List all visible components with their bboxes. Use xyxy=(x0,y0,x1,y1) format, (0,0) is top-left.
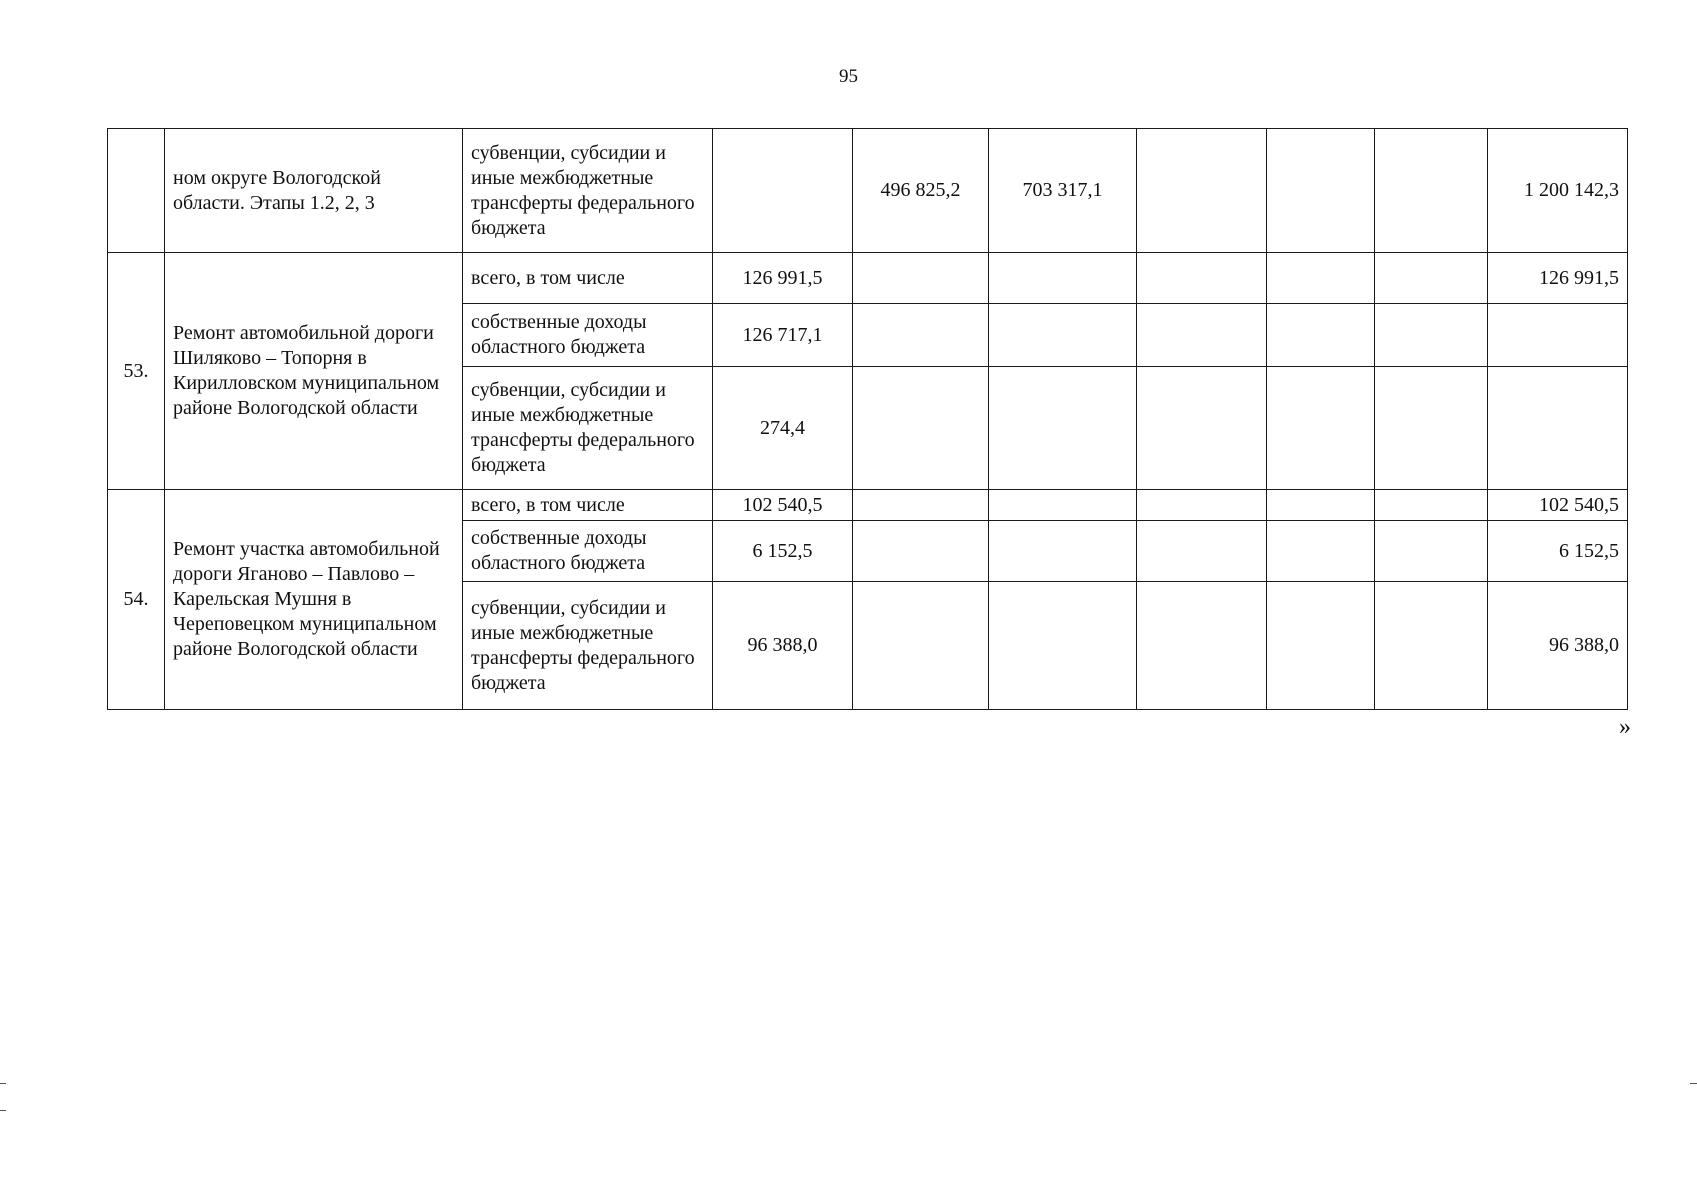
value-cell xyxy=(1375,582,1488,710)
closing-quote: » xyxy=(1619,714,1631,740)
object-name: Ремонт участка автомобильной дороги Яганово – Павлово – Карельская Мушня в Череповецком муниципальном районе Вологодской области xyxy=(165,490,463,710)
value-cell xyxy=(1137,367,1267,490)
table-row xyxy=(108,129,1628,253)
value-cell xyxy=(989,490,1137,521)
funding-source: собственные доходы областного бюджета xyxy=(463,521,713,582)
value-cell xyxy=(1137,304,1267,367)
value-cell xyxy=(989,582,1137,710)
value-cell xyxy=(1375,490,1488,521)
value-cell xyxy=(713,129,853,253)
total-cell: 1 200 142,3 xyxy=(1488,129,1628,253)
total-cell xyxy=(1488,367,1628,490)
scan-mark xyxy=(0,1083,6,1084)
value-cell xyxy=(1267,490,1375,521)
object-name: ном округе Вологодской области. Этапы 1.2, 2, 3 xyxy=(165,129,463,253)
value-cell xyxy=(1267,521,1375,582)
value-cell xyxy=(1375,367,1488,490)
total-cell xyxy=(1488,304,1628,367)
value-cell xyxy=(853,521,989,582)
value-cell: 496 825,2 xyxy=(853,129,989,253)
value-cell xyxy=(1137,521,1267,582)
value-cell xyxy=(853,490,989,521)
total-cell: 6 152,5 xyxy=(1488,521,1628,582)
row-number: 53. xyxy=(108,253,165,490)
scan-mark xyxy=(0,1110,6,1111)
value-cell: 126 717,1 xyxy=(713,304,853,367)
value-cell xyxy=(1137,129,1267,253)
funding-source: субвенции, субсидии и иные межбюджетные трансферты федерального бюджета xyxy=(463,367,713,490)
row-number: 54. xyxy=(108,490,165,710)
value-cell xyxy=(989,367,1137,490)
value-cell: 102 540,5 xyxy=(713,490,853,521)
value-cell xyxy=(1375,521,1488,582)
page-number: 95 xyxy=(839,66,858,87)
value-cell xyxy=(1267,582,1375,710)
table-row xyxy=(108,253,1628,304)
value-cell: 126 991,5 xyxy=(713,253,853,304)
value-cell xyxy=(1137,253,1267,304)
scan-mark xyxy=(1690,1083,1697,1084)
value-cell xyxy=(853,582,989,710)
object-name: Ремонт автомобильной дороги Шиляково – Топорня в Кирилловском муниципальном районе Вологодской области xyxy=(165,253,463,490)
total-cell: 102 540,5 xyxy=(1488,490,1628,521)
value-cell xyxy=(853,253,989,304)
value-cell xyxy=(1375,253,1488,304)
value-cell: 96 388,0 xyxy=(713,582,853,710)
value-cell xyxy=(1137,490,1267,521)
funding-source: субвенции, субсидии и иные межбюджетные трансферты федерального бюджета xyxy=(463,129,713,253)
value-cell xyxy=(989,253,1137,304)
value-cell xyxy=(1267,367,1375,490)
value-cell xyxy=(1375,304,1488,367)
total-cell: 126 991,5 xyxy=(1488,253,1628,304)
value-cell xyxy=(989,521,1137,582)
funding-source: собственные доходы областного бюджета xyxy=(463,304,713,367)
value-cell xyxy=(989,304,1137,367)
row-number xyxy=(108,129,165,253)
value-cell xyxy=(1267,253,1375,304)
value-cell xyxy=(1375,129,1488,253)
budget-table xyxy=(107,128,1628,710)
total-cell: 96 388,0 xyxy=(1488,582,1628,710)
value-cell xyxy=(1267,304,1375,367)
value-cell: 703 317,1 xyxy=(989,129,1137,253)
value-cell xyxy=(1267,129,1375,253)
table-row xyxy=(108,490,1628,521)
value-cell: 6 152,5 xyxy=(713,521,853,582)
funding-source: всего, в том числе xyxy=(463,253,713,304)
funding-source: всего, в том числе xyxy=(463,490,713,521)
value-cell xyxy=(1137,582,1267,710)
funding-source: субвенции, субсидии и иные межбюджетные трансферты федерального бюджета xyxy=(463,582,713,710)
value-cell: 274,4 xyxy=(713,367,853,490)
value-cell xyxy=(853,367,989,490)
value-cell xyxy=(853,304,989,367)
